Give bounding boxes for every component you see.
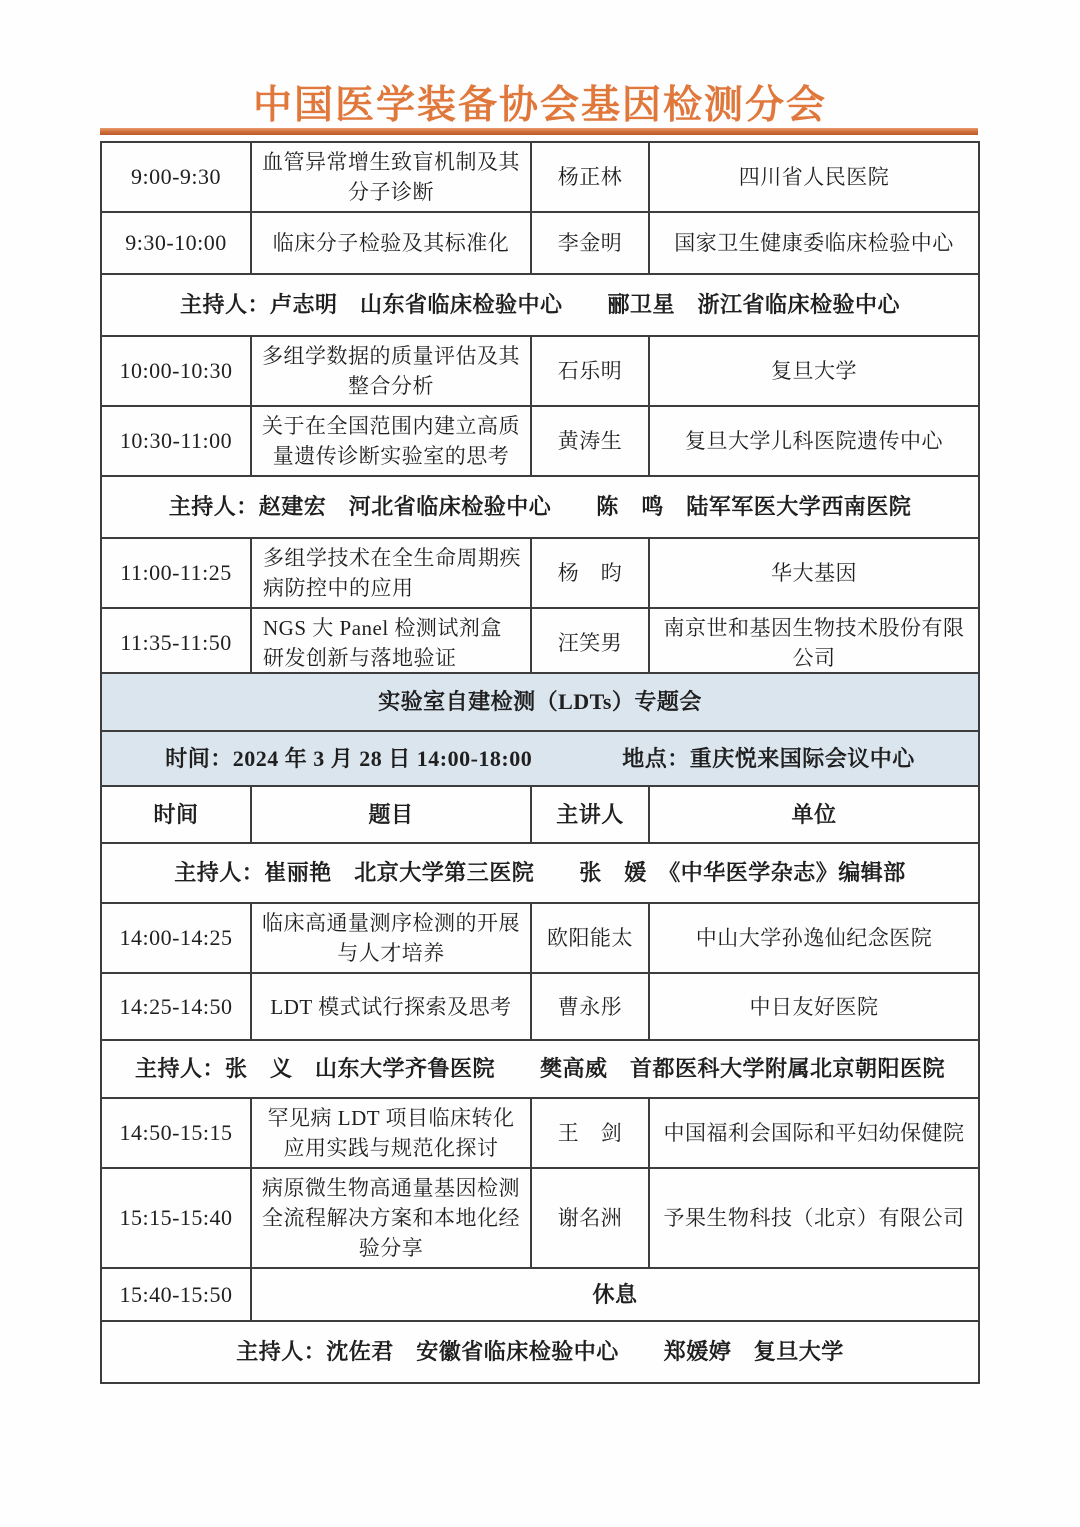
org-cell: 中山大学孙逸仙纪念医院 (649, 903, 979, 973)
topic-cell: 罕见病 LDT 项目临床转化应用实践与规范化探讨 (251, 1098, 531, 1168)
table-row (101, 476, 979, 538)
time-cell: 15:40-15:50 (101, 1268, 251, 1321)
time-cell: 15:15-15:40 (101, 1168, 251, 1268)
topic-cell: 多组学技术在全生命周期疾病防控中的应用 (251, 538, 531, 608)
table-row (101, 673, 979, 731)
speaker-cell: 欧阳能太 (531, 903, 649, 973)
table-row (101, 538, 979, 608)
table-row (101, 1321, 979, 1383)
topic-cell: 多组学数据的质量评估及其整合分析 (251, 336, 531, 406)
table-row (101, 274, 979, 336)
topic-cell: NGS 大 Panel 检测试剂盒研发创新与落地验证 (251, 608, 531, 678)
table-row (101, 336, 979, 406)
org-cell: 四川省人民医院 (649, 142, 979, 212)
moderator-cell: 主持人：张 义 山东大学齐鲁医院 樊高威 首都医科大学附属北京朝阳医院 (101, 1040, 979, 1098)
morning-session-table (100, 141, 980, 679)
speaker-cell: 石乐明 (531, 336, 649, 406)
moderator-cell: 主持人：沈佐君 安徽省临床检验中心 郑媛婷 复旦大学 (101, 1321, 979, 1383)
topic-cell: 血管异常增生致盲机制及其分子诊断 (251, 142, 531, 212)
table-row (101, 973, 979, 1040)
session-banner-info: 时间：2024 年 3 月 28 日 14:00-18:00 地点：重庆悦来国际会议中心 (101, 731, 979, 786)
column-header-topic: 题目 (251, 786, 531, 843)
topic-cell: 关于在全国范围内建立高质量遗传诊断实验室的思考 (251, 406, 531, 476)
topic-cell: 病原微生物高通量基因检测全流程解决方案和本地化经验分享 (251, 1168, 531, 1268)
speaker-cell: 杨正林 (531, 142, 649, 212)
column-header-speaker: 主讲人 (531, 786, 649, 843)
org-cell: 南京世和基因生物技术股份有限公司 (649, 608, 979, 678)
title-divider-rule (100, 128, 978, 135)
time-cell: 14:00-14:25 (101, 903, 251, 973)
table-row (101, 142, 979, 212)
moderator-cell: 主持人：崔丽艳 北京大学第三医院 张 媛 《中华医学杂志》编辑部 (101, 843, 979, 903)
time-cell: 14:50-15:15 (101, 1098, 251, 1168)
page-title: 中国医学装备协会基因检测分会 (252, 84, 827, 127)
break-cell: 休息 (251, 1268, 979, 1321)
speaker-cell: 王 剑 (531, 1098, 649, 1168)
table-row (101, 212, 979, 274)
time-cell: 10:30-11:00 (101, 406, 251, 476)
table-row (101, 406, 979, 476)
speaker-cell: 李金明 (531, 212, 649, 274)
org-cell: 中国福利会国际和平妇幼保健院 (649, 1098, 979, 1168)
speaker-cell: 谢名洲 (531, 1168, 649, 1268)
topic-cell: 临床分子检验及其标准化 (251, 212, 531, 274)
moderator-cell: 主持人：赵建宏 河北省临床检验中心 陈 鸣 陆军军医大学西南医院 (101, 476, 979, 538)
time-cell: 14:25-14:50 (101, 973, 251, 1040)
table-row (101, 843, 979, 903)
table-row (101, 608, 979, 678)
org-cell: 中日友好医院 (649, 973, 979, 1040)
speaker-cell: 汪笑男 (531, 608, 649, 678)
ldt-session-table (100, 672, 980, 1384)
table-row (101, 731, 979, 786)
org-cell: 予果生物科技（北京）有限公司 (649, 1168, 979, 1268)
moderator-cell: 主持人：卢志明 山东省临床检验中心 郦卫星 浙江省临床检验中心 (101, 274, 979, 336)
speaker-cell: 杨 昀 (531, 538, 649, 608)
table-row (101, 1268, 979, 1321)
column-header-time: 时间 (101, 786, 251, 843)
table-row (101, 1040, 979, 1098)
time-cell: 11:00-11:25 (101, 538, 251, 608)
topic-cell: LDT 模式试行探索及思考 (251, 973, 531, 1040)
table-row (101, 1098, 979, 1168)
org-cell: 复旦大学 (649, 336, 979, 406)
speaker-cell: 黄涛生 (531, 406, 649, 476)
time-cell: 10:00-10:30 (101, 336, 251, 406)
table-header-row (101, 786, 979, 843)
session-banner-title: 实验室自建检测（LDTs）专题会 (101, 673, 979, 731)
time-cell: 11:35-11:50 (101, 608, 251, 678)
table-row (101, 1168, 979, 1268)
table-row (101, 903, 979, 973)
org-cell: 华大基因 (649, 538, 979, 608)
column-header-org: 单位 (649, 786, 979, 843)
org-cell: 复旦大学儿科医院遗传中心 (649, 406, 979, 476)
org-cell: 国家卫生健康委临床检验中心 (649, 212, 979, 274)
time-cell: 9:00-9:30 (101, 142, 251, 212)
time-cell: 9:30-10:00 (101, 212, 251, 274)
topic-cell: 临床高通量测序检测的开展与人才培养 (251, 903, 531, 973)
speaker-cell: 曹永彤 (531, 973, 649, 1040)
